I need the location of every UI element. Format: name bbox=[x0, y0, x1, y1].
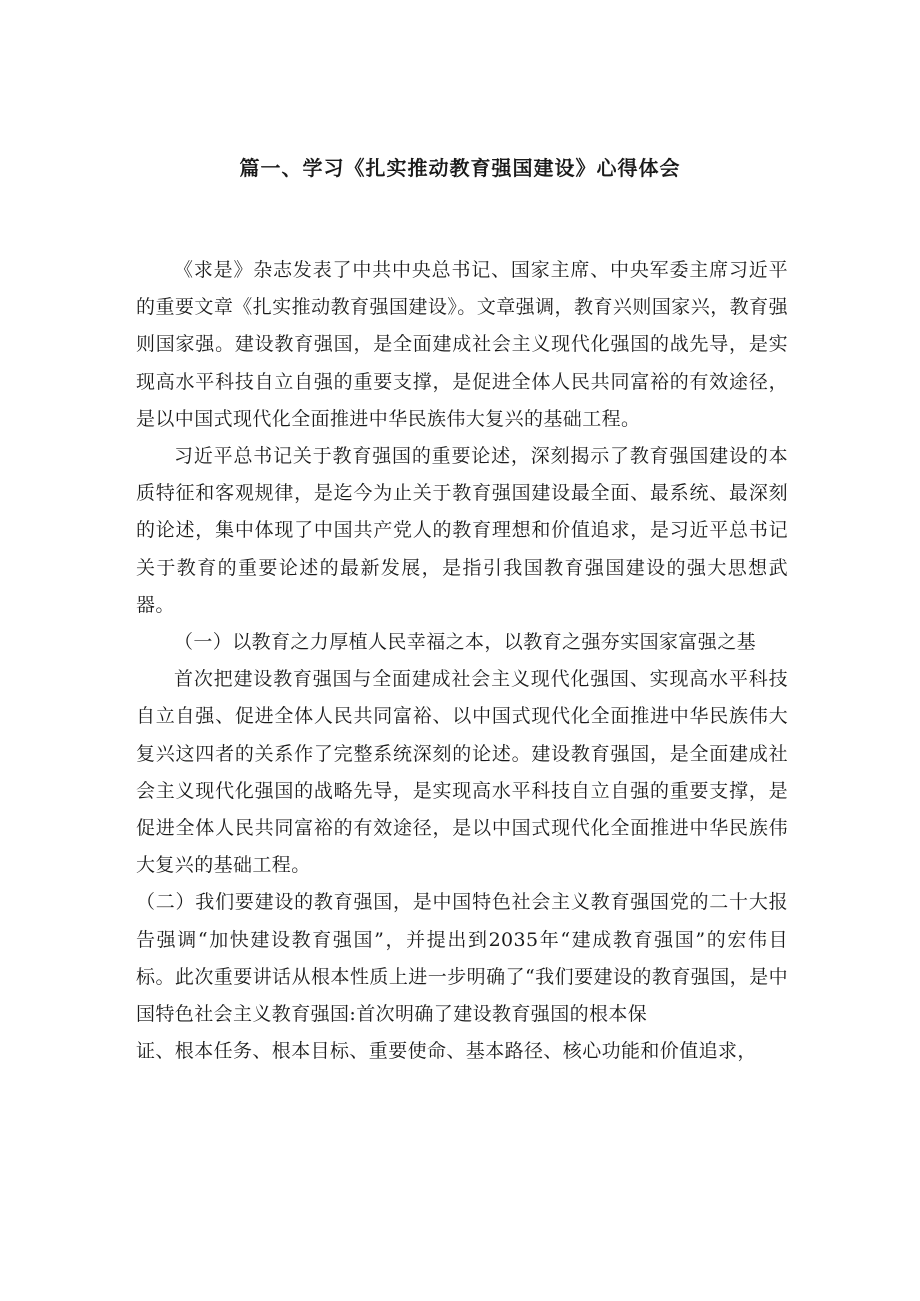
paragraph-2: 习近平总书记关于教育强国的重要论述，深刻揭示了教育强国建设的本质特征和客观规律，是迄今为止关于教育强国建设最全面、最系统、最深刻的论述，集中体现了中国共产党人的教育理想和价值追求，是习近平总书记关于教育的重要论述的最新发展，是指引我国教育强国建设的强大思想武器。 bbox=[136, 445, 788, 616]
document-body bbox=[136, 252, 788, 1070]
section-heading-2: （二）我们要建设的教育强国，是中国特色社会主义教育强国党的二十大报告强调“加快建设教育强国”，并提出到2035年“建成教育强国”的宏伟目标。此次重要讲话从根本性质上进一步明确了“我们要建设的教育强国，是中国特色社会主义教育强国:首次明确了建设教育强国的根本保 bbox=[136, 891, 788, 1026]
paragraph-1: 《求是》杂志发表了中共中央总书记、国家主席、中央军委主席习近平的重要文章《扎实推动教育强国建设》。文章强调，教育兴则国家兴，教育强则国家强。建设教育强国，是全面建成社会主义现代化强国的战先导，是实现高水平科技自立自强的重要支撑，是促进全体人民共同富裕的有效途径，是以中国式现代化全面推进中华民族伟大复兴的基础工程。 bbox=[136, 259, 788, 430]
paragraph-4-continuation: 证、根本任务、根本目标、重要使命、基本路径、核心功能和价值追求， bbox=[136, 1040, 757, 1063]
section-heading-1: （一）以教育之力厚植人民幸福之本，以教育之强夯实国家富强之基 bbox=[174, 631, 757, 654]
document-title: 篇一、学习《扎实推动教育强国建设》心得体会 bbox=[239, 156, 681, 180]
paragraph-3: 首次把建设教育强国与全面建成社会主义现代化强国、实现高水平科技自立自强、促进全体人民共同富裕、以中国式现代化全面推进中华民族伟大复兴这四者的关系作了完整系统深刻的论述。建设教育强国，是全面建成社会主义现代化强国的战略先导，是实现高水平科技自立自强的重要支撑，是促进全体人民共同富裕的有效途径，是以中国式现代化全面推进中华民族伟大复兴的基础工程。 bbox=[136, 668, 788, 877]
